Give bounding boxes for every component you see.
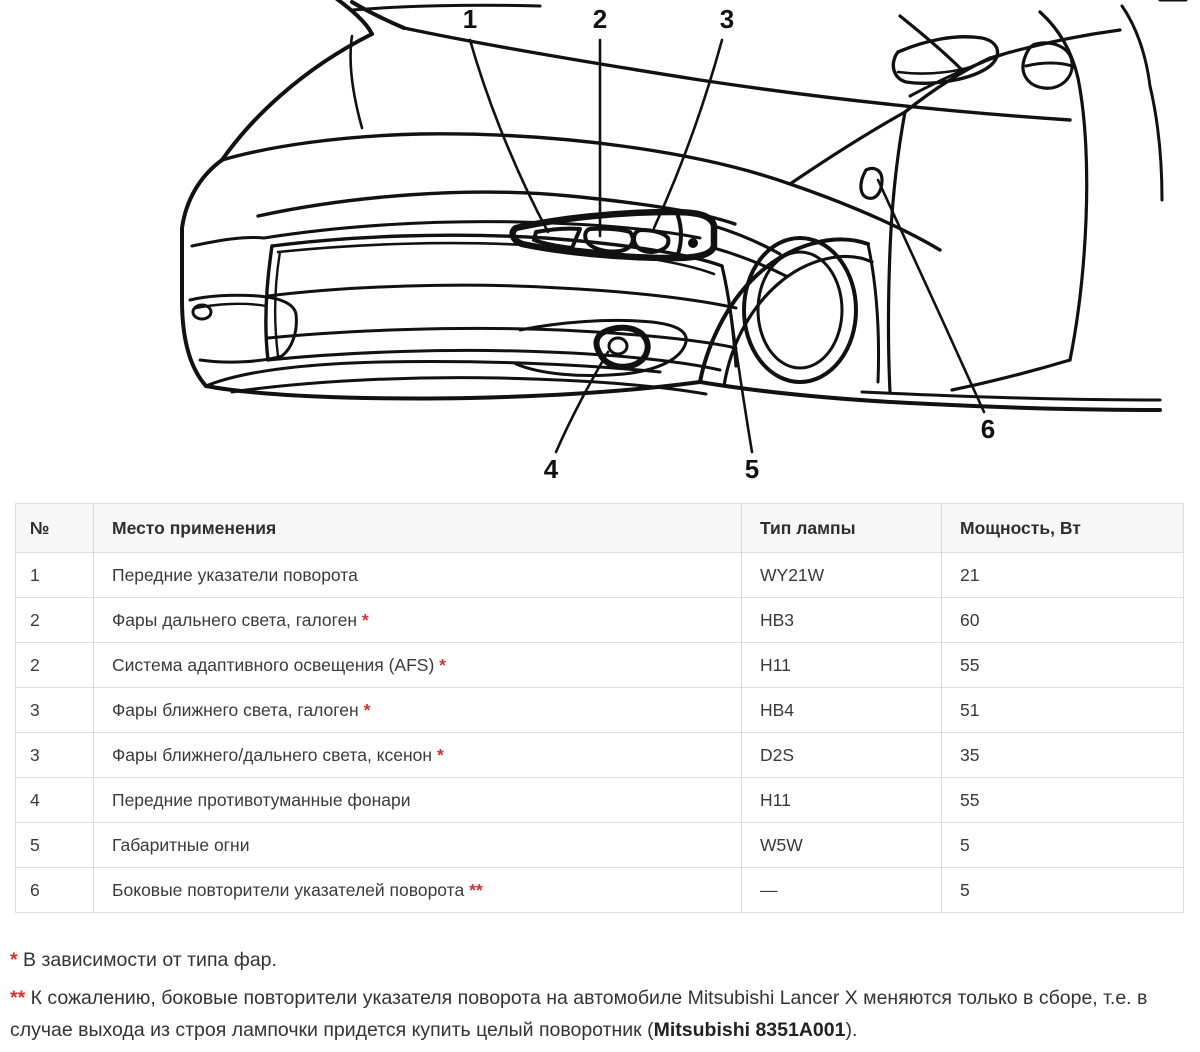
table <box>15 503 1184 913</box>
cell-place-text: Боковые повторители указателей поворота <box>112 879 465 900</box>
table-row <box>16 868 1184 913</box>
cell-bulb-type: D2S <box>742 733 942 778</box>
column-header-place: Место применения <box>94 504 742 553</box>
footnote-part-number: Mitsubishi 8351A001 <box>653 1019 846 1041</box>
cell-number: 6 <box>16 868 94 913</box>
cell-footnote-marker: * <box>439 654 446 675</box>
table-body <box>16 553 1184 913</box>
table-row <box>16 733 1184 778</box>
cell-number: 4 <box>16 778 94 823</box>
cell-power: 5 <box>942 868 1184 913</box>
cell-place <box>94 733 742 778</box>
cell-bulb-type: WY21W <box>742 553 942 598</box>
footnote-marker-single: * <box>10 949 18 971</box>
cell-footnote-marker: ** <box>469 879 483 900</box>
leader-line-3 <box>654 40 722 228</box>
cell-power: 51 <box>942 688 1184 733</box>
footnote-text-double-a: К сожалению, боковые повторители указателя поворота на автомобиле Mitsubishi Lancer X меняются только в сборе, т.е. в случае выхода из строя лампочки придется купить целый поворотник ( <box>10 987 1148 1041</box>
cell-place-text: Фары ближнего света, галоген <box>112 699 359 720</box>
cell-place-text: Передние указатели поворота <box>112 564 358 585</box>
table-row <box>16 598 1184 643</box>
cell-footnote-marker: * <box>361 609 369 630</box>
car-outline-illustration <box>0 0 1200 490</box>
cell-place-text: Система адаптивного освещения (AFS) <box>112 654 435 675</box>
cell-number: 5 <box>16 823 94 868</box>
footnote-text-single: В зависимости от типа фар. <box>23 949 277 971</box>
cell-place-text: Фары ближнего/дальнего света, ксенон <box>112 744 433 765</box>
cell-number: 3 <box>16 733 94 778</box>
column-header-power: Мощность, Вт <box>942 504 1184 553</box>
cell-place <box>94 688 742 733</box>
cell-number: 1 <box>16 553 94 598</box>
table-row <box>16 553 1184 598</box>
column-header-type: Тип лампы <box>742 504 942 553</box>
cell-bulb-type: — <box>742 868 942 913</box>
column-header-number: № <box>16 504 94 553</box>
cell-bulb-type: H11 <box>742 778 942 823</box>
table-row <box>16 823 1184 868</box>
cell-place <box>94 778 742 823</box>
table-head <box>16 504 1184 553</box>
cell-number: 3 <box>16 688 94 733</box>
cell-number: 2 <box>16 598 94 643</box>
footnote-marker-double: ** <box>10 987 26 1009</box>
cell-place <box>94 868 742 913</box>
callout-number-1: 1 <box>462 4 478 34</box>
cell-place-text: Передние противотуманные фонари <box>112 789 411 810</box>
cell-power: 5 <box>942 823 1184 868</box>
table-row <box>16 688 1184 733</box>
cell-number: 2 <box>16 643 94 688</box>
callout-number-3: 3 <box>719 4 735 34</box>
footnote-single-star <box>10 944 1192 976</box>
cell-bulb-type: HB4 <box>742 688 942 733</box>
cell-power: 21 <box>942 553 1184 598</box>
footnote-double-star <box>10 982 1192 1046</box>
cell-bulb-type: HB3 <box>742 598 942 643</box>
cell-place-text: Габаритные огни <box>112 834 250 855</box>
cell-place <box>94 823 742 868</box>
cell-power: 35 <box>942 733 1184 778</box>
cell-place <box>94 643 742 688</box>
callout-number-2: 2 <box>592 4 608 34</box>
table-header-row <box>16 504 1184 553</box>
car-diagram <box>0 0 1200 490</box>
cell-bulb-type: W5W <box>742 823 942 868</box>
footnote-text-double-b: ). <box>845 1019 858 1041</box>
table-row <box>16 643 1184 688</box>
cell-place-text: Фары дальнего света, галоген <box>112 609 358 630</box>
callout-number-5: 5 <box>744 454 760 484</box>
cell-place <box>94 553 742 598</box>
leader-line-6 <box>878 180 984 412</box>
cell-power: 55 <box>942 778 1184 823</box>
cell-bulb-type: H11 <box>742 643 942 688</box>
cell-place <box>94 598 742 643</box>
footnotes <box>10 944 1192 1052</box>
callout-number-6: 6 <box>980 414 996 444</box>
cell-power: 55 <box>942 643 1184 688</box>
bulb-specification-table <box>15 503 1183 913</box>
table-row <box>16 778 1184 823</box>
cell-footnote-marker: * <box>436 744 444 765</box>
callout-number-4: 4 <box>543 454 559 484</box>
cell-footnote-marker: * <box>363 699 371 720</box>
cell-power: 60 <box>942 598 1184 643</box>
